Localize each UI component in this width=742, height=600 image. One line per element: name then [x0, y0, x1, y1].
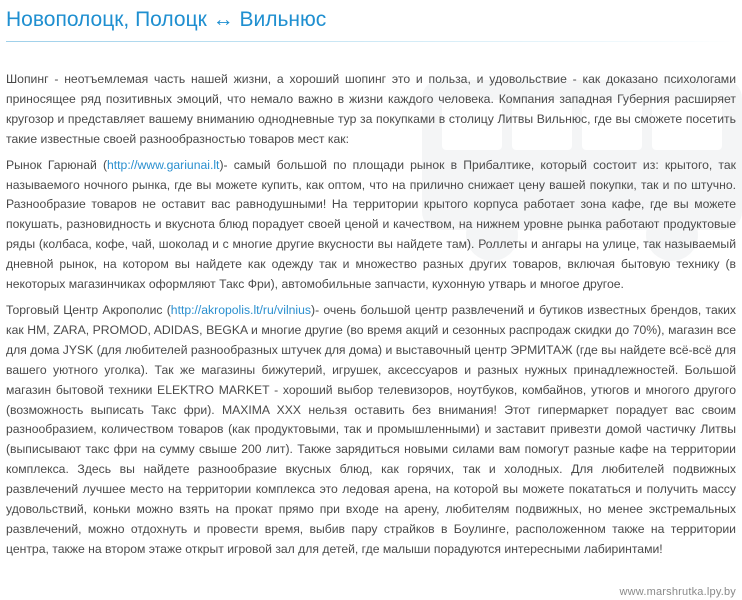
title-divider — [6, 41, 736, 42]
akropolis-link[interactable]: http://akropolis.lt/ru/vilnius — [170, 302, 312, 317]
akropolis-text-start: Торговый Центр Акрополис ( — [6, 302, 171, 317]
page-title: Новополоцк, Полоцк ↔ Вильнюс — [6, 8, 327, 31]
gariunai-text-start: Рынок Гарюнай ( — [6, 157, 107, 172]
gariunai-paragraph — [6, 156, 736, 295]
gariunai-link[interactable]: http://www.gariunai.lt — [107, 157, 220, 172]
gariunai-text-rest: )- самый большой по площади рынок в Прибалтике, который состоит из: крытого, так называемого ночного рынка, где вы можете купить, как оптом, что на прилично снижает цену вашей покупки, так и по штучно. Разнообразие товаров не оставит вас равнодушными! На территории крытого корпуса работает зона кафе, где вы можете покушать, разновидность и вкуснота блюд порадует своей ценой и качеством, на нижнем уровне рынка работают продуктовые ряды (колбаса, кофе, чай, шоколад и с многие другие вкусности вы найдете там). Роллеты и ангары на улице, так называемый дневной рынок, на котором вы найдете как одежду так и множество разных других товаров, включая бытовую технику (в некоторых магазинчиках оформляют Такс Фри), автомобильные запчасти, кухонную утварь и многое другое. — [6, 157, 736, 292]
article-body — [6, 70, 736, 566]
header — [0, 0, 742, 46]
akropolis-paragraph — [6, 301, 736, 560]
intro-paragraph: Шопинг - неотъемлемая часть нашей жизни, а хороший шопинг это и польза, и удовольствие - как доказано психологами приносящее ряд позитивных эмоций, что немало важно в жизни каждого человека. Компания западная Губерния расширяет кругозор и представляет вашему вниманию однодневные тур за покупками в столицу Литвы Вильнюс, где вы сможете посетить такие известные своей разнообразностью товаров мест как: — [6, 72, 736, 146]
akropolis-text-rest: )- очень большой центр развлечений и бутиков известных брендов, таких как HM, ZARA, PROMOD, ADIDAS, BEGKA и многие другие (во время акций и сезонных распродаж скидки до 70%), магазин все для дома JYSK (для любителей разнообразных штучек для дома) и выставочный центр ЭРМИТАЖ (где вы найдете всё-всё для вашего уютного уголка). Так же магазины бижутерий, игрушек, аксессуаров и разных нужных принадлежностей. Большой магазин бытовой техники ELEKTRO MARKET - хороший выбор телевизоров, ноутбуков, комбайнов, утюгов и многого другого (возможность выписать Такс фри). MAXIMA XXX нельзя оставить без внимания! Этот гипермаркет порадует вас своим разнообразием, количеством товаров (как продуктовыми, так и промышленными) и заставит привезти домой частичку Литвы (выписывают такс фри на сумму свыше 200 лит). Также зарядиться новыми силами вам помогут разные кафе на территории комплекса. Здесь вы найдете разнообразие вкусных блюд, как горячих, так и холодных. Для любителей подвижных развлечений лучшее место на территории комплекса это ледовая арена, на которой вы можете покататься и получить массу удовольствий, коньки можно взять на прокат прямо при входе на арену, любителям подвижных, но менее экстремальных развлечений, можно отдохнуть и провести время, выбив пару страйков в Боулинге, расположенном также на территории центра, также на втором этаже открыт игровой зал для детей, где малыши порадуются интересными лабиринтами! — [6, 302, 736, 556]
site-watermark: www.marshrutka.lpy.by — [619, 586, 736, 598]
